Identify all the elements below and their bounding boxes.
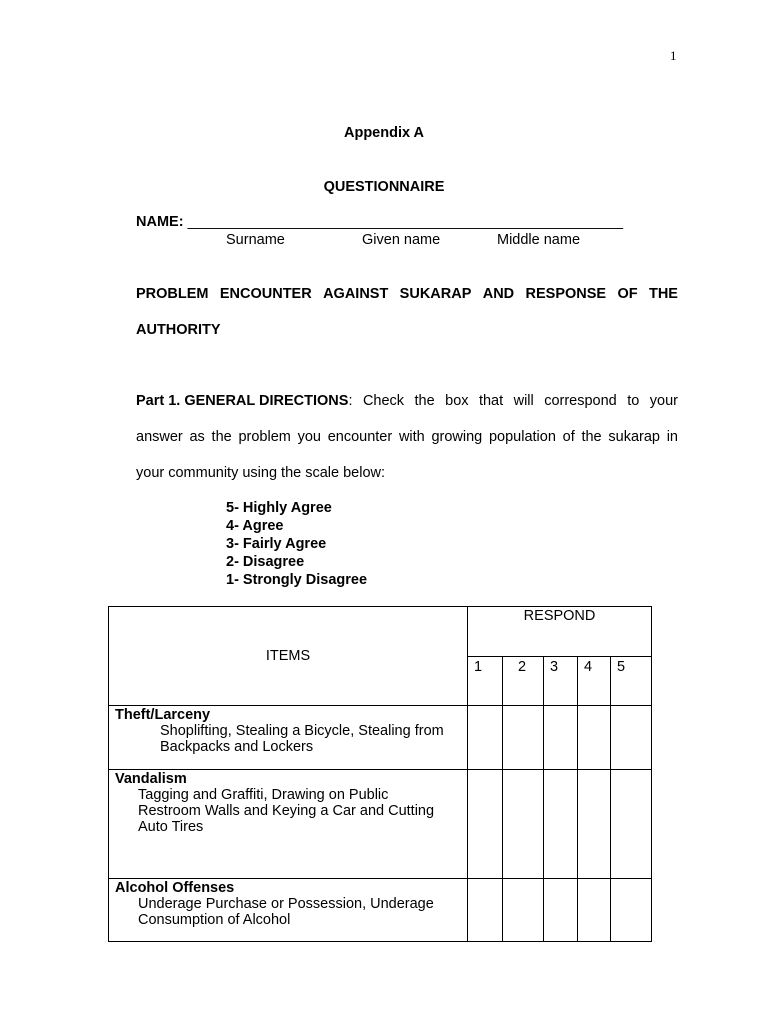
item-category: Vandalism (115, 771, 187, 787)
surname-label: Surname (226, 232, 285, 248)
table-row (109, 706, 652, 770)
directions-line-1 (136, 393, 678, 409)
item-description: Shoplifting, Stealing a Bicycle, Stealing from (160, 723, 444, 739)
response-checkbox[interactable] (578, 706, 611, 770)
respond-header: RESPOND (468, 607, 652, 657)
heading-word: AGAINST (323, 286, 389, 302)
directions-word: that (478, 393, 504, 409)
directions-line-2 (136, 429, 678, 445)
directions-word: your (649, 393, 678, 409)
directions-word: encounter (327, 429, 393, 445)
table-row (109, 770, 652, 879)
item-description: Tagging and Graffiti, Drawing on Public (138, 787, 389, 803)
item-category: Theft/Larceny (115, 707, 211, 723)
response-checkbox[interactable] (503, 879, 544, 942)
directions-word: will (513, 393, 534, 409)
items-header: ITEMS (109, 607, 468, 706)
item-description: Backpacks and Lockers (160, 739, 314, 755)
item-cell (109, 770, 468, 879)
item-cell (109, 706, 468, 770)
directions-word: the (581, 429, 602, 445)
response-checkbox[interactable] (503, 770, 544, 879)
directions-label: Part 1. GENERAL DIRECTIONS: (136, 393, 353, 409)
directions-word: in (666, 429, 678, 445)
name-label: NAME: (136, 214, 184, 230)
item-description: Restroom Walls and Keying a Car and Cutting (138, 803, 435, 819)
questionnaire-title: QUESTIONNAIRE (323, 179, 445, 195)
appendix-title: Appendix A (343, 125, 425, 141)
name-field[interactable] (136, 214, 623, 230)
scale-column-header: 5 (611, 657, 652, 706)
response-checkbox[interactable] (503, 706, 544, 770)
name-line: ______________________________________________________ (187, 214, 624, 230)
scale-item-4: 4- Agree (226, 518, 284, 534)
directions-word: the (414, 393, 435, 409)
heading-word: ENCOUNTER (219, 286, 312, 302)
directions-word: correspond (544, 393, 617, 409)
response-checkbox[interactable] (611, 770, 652, 879)
given-name-label: Given name (362, 232, 441, 248)
directions-word: with (398, 429, 425, 445)
item-category: Alcohol Offenses (115, 880, 235, 896)
response-checkbox[interactable] (611, 706, 652, 770)
scale-item-5: 5- Highly Agree (226, 500, 332, 516)
directions-line-3: your community using the scale below: (136, 465, 386, 481)
heading-line-2: AUTHORITY (136, 322, 221, 338)
directions-word: answer (136, 429, 183, 445)
item-description: Consumption of Alcohol (138, 912, 291, 928)
item-cell (109, 879, 468, 942)
heading-word: AND (482, 286, 515, 302)
heading-word: THE (648, 286, 678, 302)
response-checkbox[interactable] (468, 706, 503, 770)
heading-word: SUKARAP (399, 286, 472, 302)
questionnaire-table (108, 606, 652, 942)
response-checkbox[interactable] (544, 770, 578, 879)
directions-word: problem (238, 429, 291, 445)
heading-word: RESPONSE (525, 286, 607, 302)
directions-word: you (297, 429, 321, 445)
item-description: Underage Purchase or Possession, Underage (138, 896, 434, 912)
response-checkbox[interactable] (611, 879, 652, 942)
directions-word: Check (362, 393, 405, 409)
directions-word: box (445, 393, 469, 409)
scale-item-3: 3- Fairly Agree (226, 536, 327, 552)
scale-column-header: 1 (468, 657, 503, 706)
directions-word: of (562, 429, 575, 445)
heading-word: PROBLEM (136, 286, 209, 302)
table-row (109, 879, 652, 942)
directions-word: sukarap (608, 429, 660, 445)
scale-column-header: 3 (544, 657, 578, 706)
directions-word: growing (431, 429, 483, 445)
page-number: 1 (670, 48, 677, 63)
middle-name-label: Middle name (497, 232, 581, 248)
directions-word: to (627, 393, 640, 409)
response-checkbox[interactable] (578, 770, 611, 879)
heading-word: OF (617, 286, 638, 302)
item-description: Auto Tires (138, 819, 204, 835)
directions-word: the (211, 429, 232, 445)
response-checkbox[interactable] (578, 879, 611, 942)
directions-word: population (488, 429, 556, 445)
directions-word: as (189, 429, 205, 445)
response-checkbox[interactable] (468, 770, 503, 879)
response-checkbox[interactable] (544, 706, 578, 770)
heading-line-1 (136, 286, 678, 302)
scale-item-1: 1- Strongly Disagree (226, 572, 368, 588)
response-checkbox[interactable] (544, 879, 578, 942)
scale-item-2: 2- Disagree (226, 554, 305, 570)
scale-column-header: 4 (578, 657, 611, 706)
response-checkbox[interactable] (468, 879, 503, 942)
scale-column-header: 2 (503, 657, 544, 706)
